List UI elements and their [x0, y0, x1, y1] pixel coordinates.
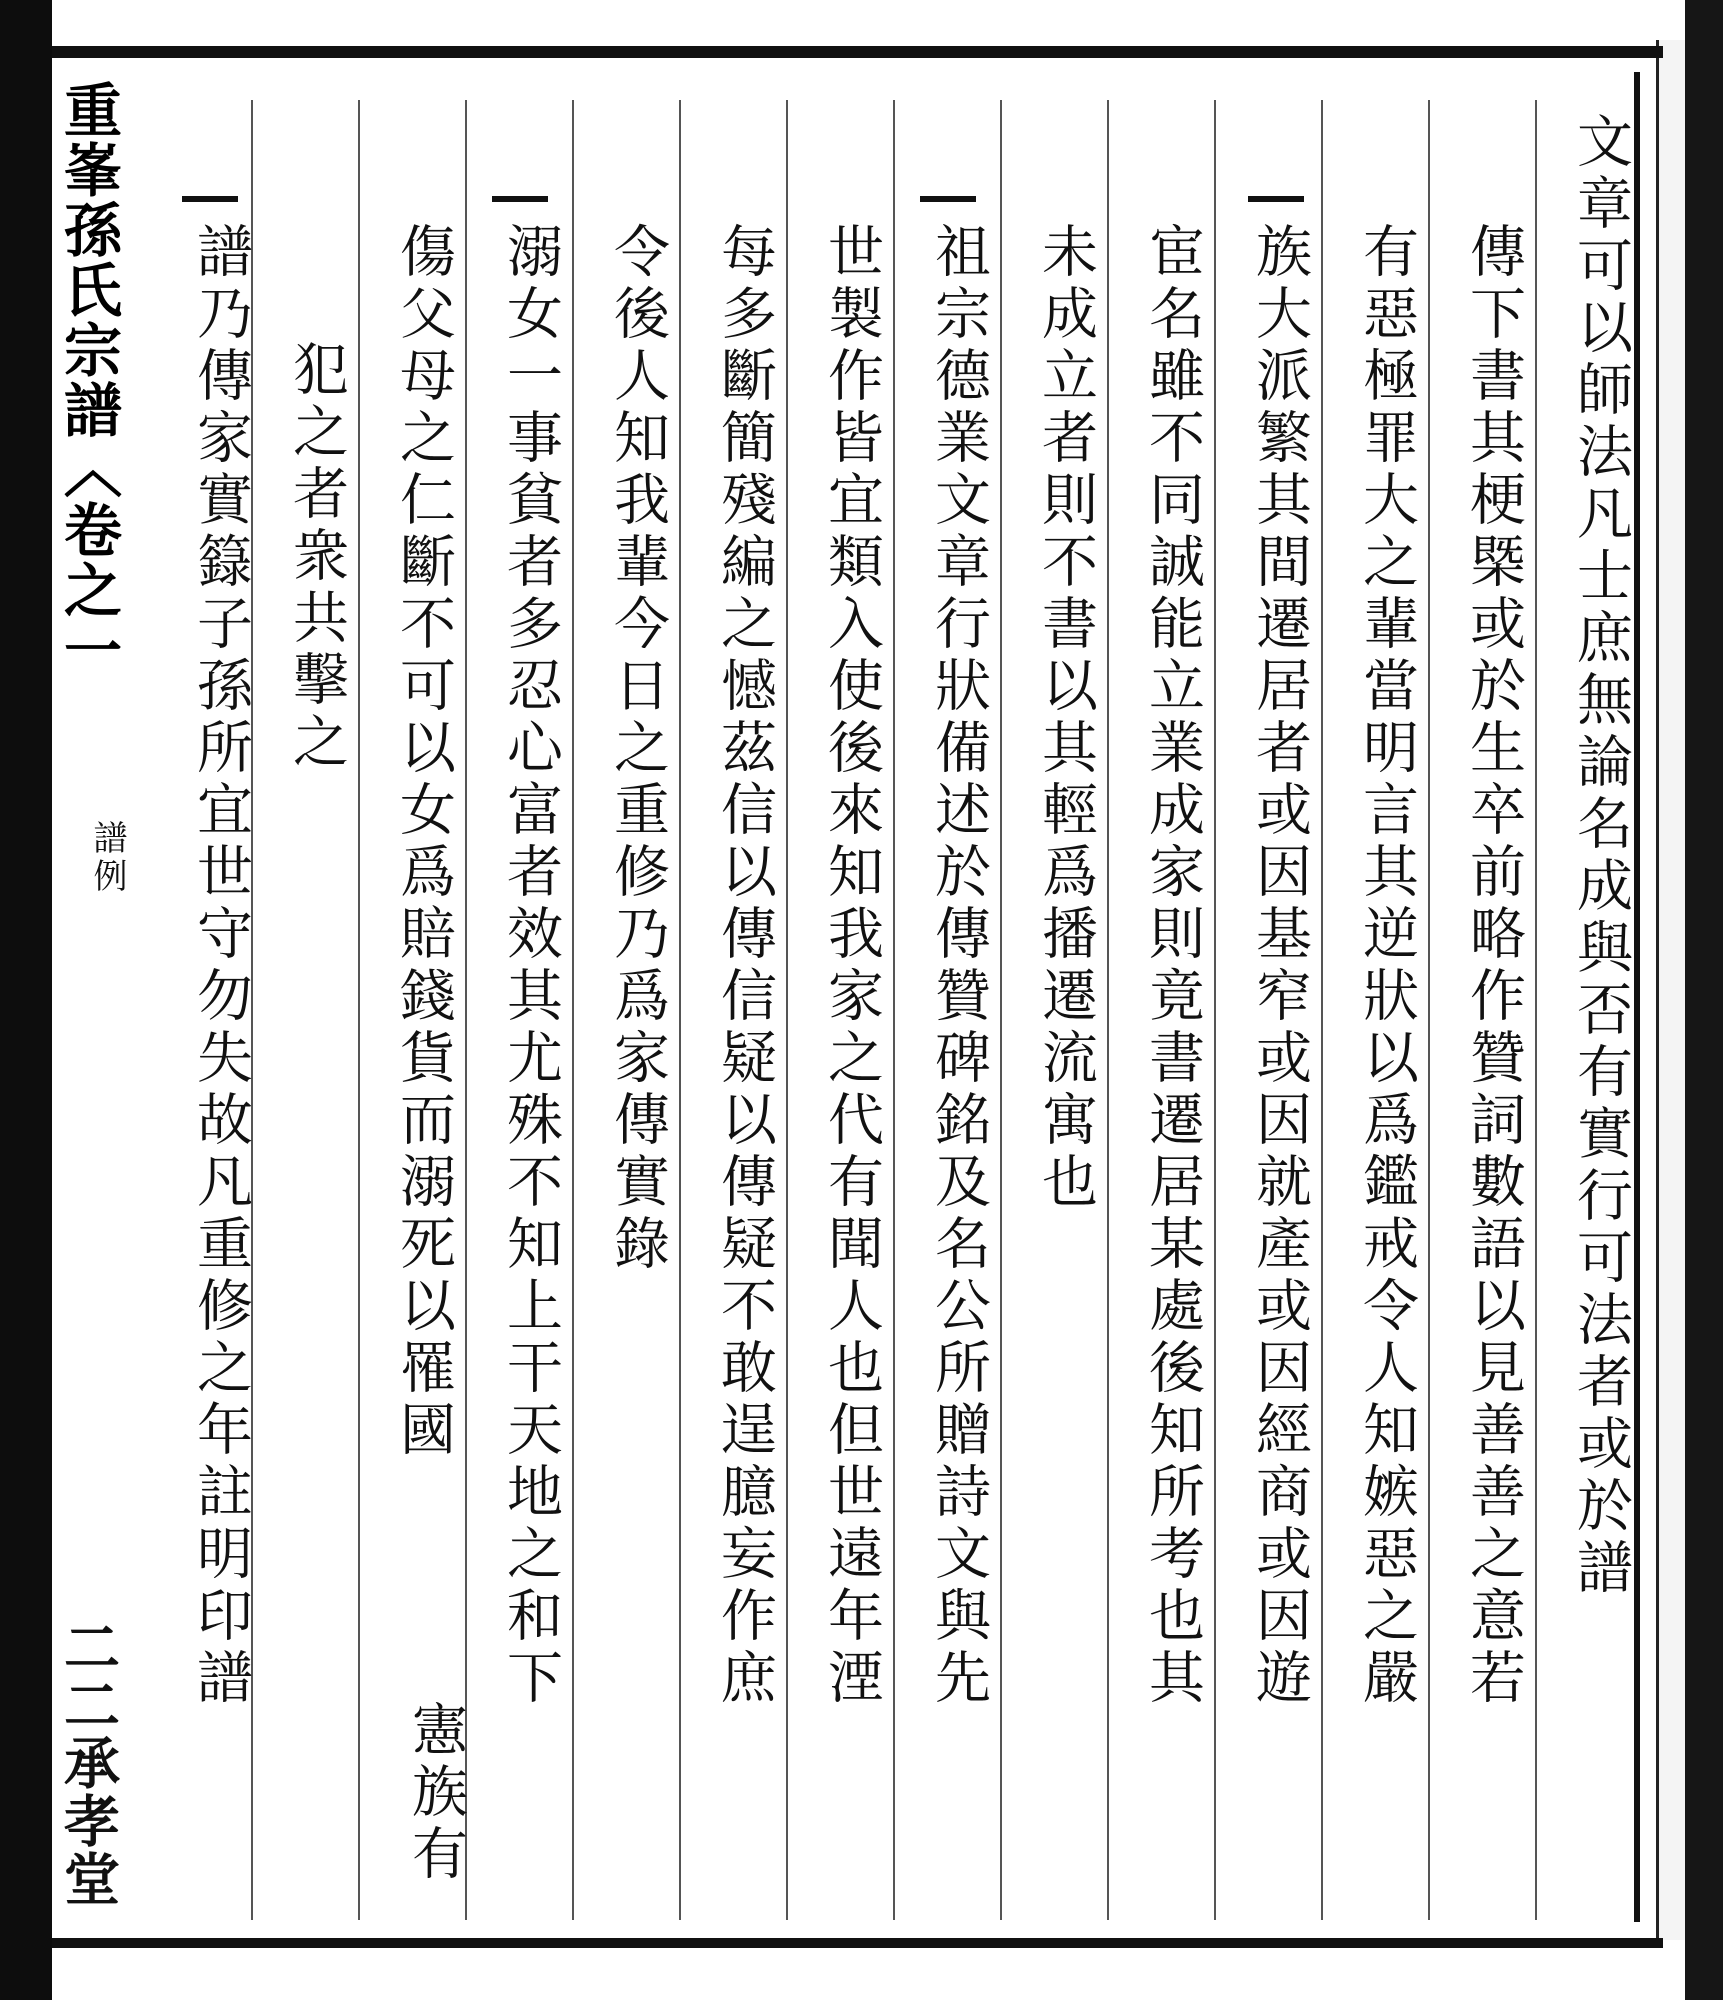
page-footer: [55, 1618, 128, 1908]
item-marker: [920, 196, 976, 202]
text-column-1: 文章可以師法凡士庶無論名成與否有實行可法者或於譜: [1568, 112, 1633, 1600]
text-column-8: 世製作皆宜類入使後來知我家之代有聞人也但世遠年湮: [819, 222, 884, 1710]
right-binding-edge: [1685, 0, 1723, 2000]
text-column-3: 有惡極罪大之輩當明言其逆狀以爲鑑戒令人知嫉惡之嚴: [1354, 222, 1419, 1710]
text-column-2: 傳下書其梗槩或於生卒前略作贊詞數語以見善善之意若: [1461, 222, 1526, 1710]
book-title: 重峯孫氏宗譜〈卷之一: [54, 80, 122, 680]
text-column-14: 譜乃傳家實籙子孫所宜世守勿失故凡重修之年註明印譜: [188, 222, 253, 1710]
text-column-12b: 憲族有: [403, 1700, 468, 1886]
text-column-12a: 傷父母之仁斷不可以女爲賠錢貨而溺死以罹國: [391, 222, 456, 1462]
left-binding-edge: [0, 0, 52, 2000]
page-number: 二二: [55, 1618, 121, 1734]
text-column-10: 令後人知我輩今日之重修乃爲家傳實錄: [605, 222, 670, 1276]
text-column-11: 溺女一事貧者多忍心富者效其尤殊不知上干天地之和下: [498, 222, 563, 1710]
text-column-7: 祖宗德業文章行狀備述於傳贊碑銘及名公所贈詩文與先: [926, 222, 991, 1710]
adjacent-page-edge: [1656, 40, 1685, 1940]
text-column-6: 未成立者則不書以其輕爲播遷流寓也: [1033, 222, 1098, 1214]
item-marker: [1248, 196, 1304, 202]
bottom-border: [52, 1938, 1663, 1948]
top-border: [52, 46, 1663, 58]
item-marker: [182, 196, 238, 202]
hall-name: 承孝堂: [55, 1734, 121, 1908]
text-column-9: 每多斷簡殘編之憾茲信以傳信疑以傳疑不敢逞臆妄作庶: [712, 222, 777, 1710]
item-marker: [492, 196, 548, 202]
text-column-5: 宦名雖不同誠能立業成家則竟書遷居某處後知所考也其: [1140, 222, 1205, 1710]
section-label: 譜例: [87, 820, 127, 896]
text-column-4: 族大派繁其間遷居者或因基窄或因就產或因經商或因遊: [1247, 222, 1312, 1710]
text-column-13: 犯之者衆共擊之: [284, 340, 349, 774]
